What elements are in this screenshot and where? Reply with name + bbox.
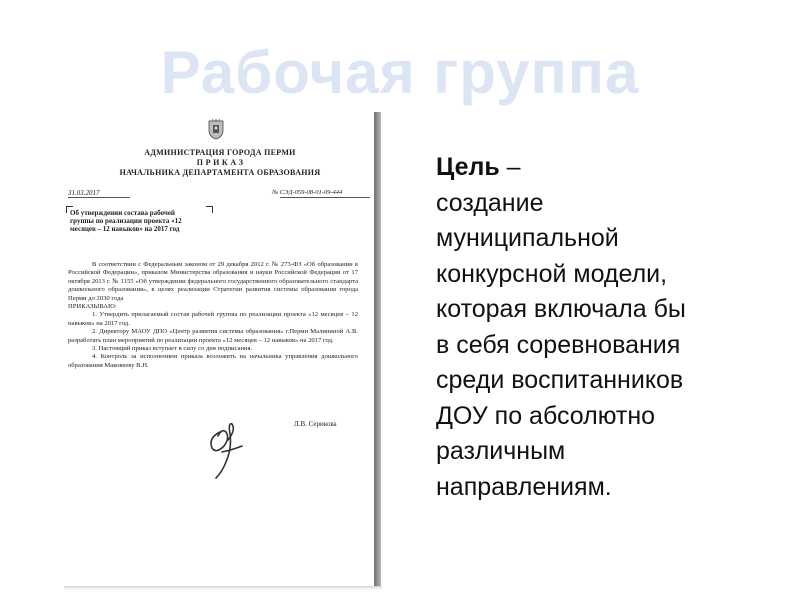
body-paragraph: 1. Утвердить прилагаемый состав рабочей группы по реализации проекта «12 месяцев – 12 навыков» на 2017 год. xyxy=(68,311,358,327)
slide-title: Рабочая группа xyxy=(160,39,640,106)
goal-label: Цель xyxy=(436,153,500,181)
goal-line: различным xyxy=(436,437,566,465)
date-underline xyxy=(68,197,130,198)
signer-name: Л.В. Серикова xyxy=(294,420,337,428)
perm-coat-of-arms-icon xyxy=(206,118,226,140)
body-paragraph: 2. Директору МАОУ ДПО «Центр развития системы образования» г.Перми Малининой А.В. разработать план мероприятий по реализации проекта «12 месяцев – 12 навыков» на 2017 год. xyxy=(68,328,358,344)
body-paragraph: 3. Настоящий приказ вступает в силу со дня подписания. xyxy=(92,345,253,353)
order-body xyxy=(68,261,358,370)
goal-line: которая включала бы xyxy=(436,295,686,323)
handwritten-signature xyxy=(202,418,254,480)
goal-line: направлениям. xyxy=(436,472,612,501)
order-subject xyxy=(70,209,220,233)
department-name: НАЧАЛЬНИКА ДЕПАРТАМЕНТА ОБРАЗОВАНИЯ xyxy=(119,168,321,177)
order-date: 31.03.2017 xyxy=(68,189,100,197)
order-document-image xyxy=(64,110,376,588)
goal-line: ДОУ по абсолютно xyxy=(436,401,656,430)
body-paragraph: ПРИКАЗЫВАЮ: xyxy=(68,303,117,311)
goal-line: конкурсной модели, xyxy=(436,259,668,288)
goal-text xyxy=(436,150,786,505)
order-number: № СЭД-059-08-01-09-444 xyxy=(272,189,343,196)
goal-line: среди воспитанников xyxy=(436,366,684,394)
document-shadow xyxy=(374,112,381,586)
org-name: АДМИНИСТРАЦИЯ ГОРОДА ПЕРМИ xyxy=(144,148,296,157)
body-paragraph: 4. Контроль за исполнением приказа возложить на начальника управления дошкольного образования Маковееву В.Н. xyxy=(68,353,358,369)
goal-line: в себя соревнования xyxy=(436,330,681,359)
doc-type: П Р И К А З xyxy=(196,158,244,167)
body-paragraph: В соответствии с Федеральным законом от 29 декабря 2012 г. № 273-ФЗ «Об образовании в Российской Федерации», приказом Министерства образования и науки Российской Федерации от 17 октября 2013 г. № 1155 «Об утверждении федерального государственного образовательного стандарта дошкольного образования», в целях реализации Стратегии развития системы образования города Перми до 2030 года xyxy=(68,261,358,302)
number-underline xyxy=(280,197,370,198)
document-bottom-edge xyxy=(64,586,382,590)
subject-line: группы по реализации проекта «12 xyxy=(70,217,182,225)
goal-line: создание xyxy=(436,188,544,217)
goal-line: муниципальной xyxy=(436,224,619,252)
subject-line: Об утверждении состава рабочей xyxy=(70,209,175,217)
goal-dash: – xyxy=(499,153,521,181)
goal-heading xyxy=(436,150,786,186)
subject-line: месяцев – 12 навыков» на 2017 год xyxy=(70,225,180,233)
